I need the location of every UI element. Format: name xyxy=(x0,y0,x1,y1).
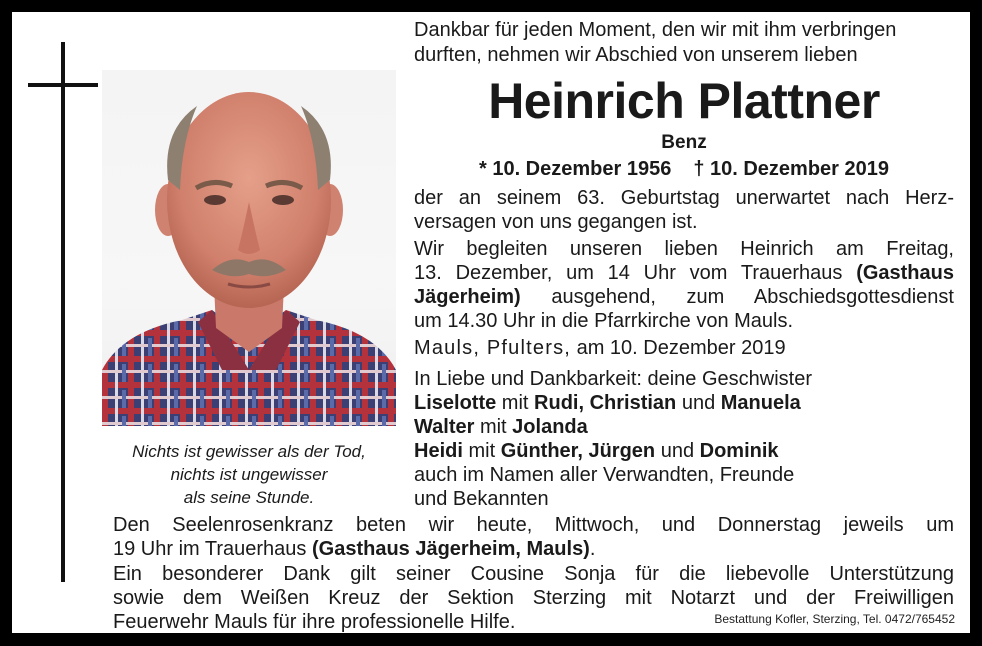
death-date: † 10. Dezember 2019 xyxy=(693,158,890,180)
mourners xyxy=(414,367,954,511)
quote-line: Nichts ist gewisser als der Tod, xyxy=(132,442,366,461)
bold-span: Jägerheim) xyxy=(414,286,521,308)
mourners-intro: In Liebe und Dankbarkeit: deine Geschwister xyxy=(414,368,813,390)
mourners-row xyxy=(414,391,954,415)
bold-span: (Gasthaus xyxy=(856,262,954,284)
text-line: Wir begleiten unseren lieben Heinrich am Freitag, xyxy=(414,238,954,260)
rosary-info xyxy=(113,513,954,561)
quote-line: als seine Stunde. xyxy=(183,488,315,507)
text-span: 13. Dezember, um 14 Uhr vom Trauerhaus xyxy=(414,262,857,284)
quote-line: nichts ist ungewisser xyxy=(170,465,328,484)
place-date xyxy=(414,336,954,360)
portrait-photo xyxy=(102,70,396,426)
intro-text xyxy=(414,18,954,68)
text-span: 19 Uhr im Trauerhaus xyxy=(113,538,312,560)
life-dates xyxy=(414,156,954,182)
mourners-row xyxy=(414,415,954,439)
bold-span: (Gasthaus Jägerheim, Mauls) xyxy=(311,538,590,560)
mourner: Manuela xyxy=(720,392,801,414)
connector: und xyxy=(676,392,721,414)
nickname: Benz xyxy=(661,132,707,153)
cross-icon xyxy=(61,42,65,582)
text-line xyxy=(414,261,954,285)
quote xyxy=(102,440,396,509)
text-line: Feuerwehr Mauls für ihre professionelle Hilfe. xyxy=(113,611,516,633)
text-line: um 14.30 Uhr in die Pfarrkirche von Mauls. xyxy=(414,310,794,332)
connector: mit xyxy=(474,416,513,438)
text-line: sowie dem Weißen Kreuz der Sektion Sterzing mit Notarzt und der Freiwilligen xyxy=(113,587,954,609)
funeral-info xyxy=(414,237,954,333)
text-line: auch im Namen aller Verwandten, Freunde xyxy=(414,464,795,486)
intro-line: Dankbar für jeden Moment, den wir mit ihm verbringen xyxy=(414,19,897,41)
text-line xyxy=(113,537,954,561)
death-notice xyxy=(414,186,954,234)
text-line xyxy=(414,285,954,309)
text-span: ausgehend, zum Abschiedsgottesdienst xyxy=(520,286,954,308)
date: am 10. Dezember 2019 xyxy=(571,337,786,359)
text-line xyxy=(414,336,954,360)
connector: mit xyxy=(496,392,535,414)
intro-line: durften, nehmen wir Abschied von unserem lieben xyxy=(414,44,858,66)
birth-date: * 10. Dezember 1956 xyxy=(478,158,672,180)
text-line: und Bekannten xyxy=(414,488,549,510)
mourners-row xyxy=(414,439,954,463)
mourner: Dominik xyxy=(699,440,779,462)
mourner: Liselotte xyxy=(414,392,497,414)
deceased-name: Heinrich Plattner xyxy=(488,73,880,129)
text-line: Den Seelenrosenkranz beten wir heute, Mittwoch, und Donnerstag jeweils um xyxy=(113,514,954,536)
mourner: Heidi xyxy=(414,440,463,462)
text-line: Ein besonderer Dank gilt seiner Cousine Sonja für die liebevolle Unterstützung xyxy=(113,563,954,585)
mourner: Günther, Jürgen xyxy=(500,440,656,462)
connector: und xyxy=(655,440,700,462)
mourner: Jolanda xyxy=(512,416,588,438)
mourner: Rudi, Christian xyxy=(534,392,677,414)
connector: mit xyxy=(462,440,501,462)
text-line: der an seinem 63. Geburtstag unerwartet nach Herz- xyxy=(414,187,954,209)
text-line: versagen von uns gegangen ist. xyxy=(414,211,698,233)
undertaker-credit: Bestattung Kofler, Sterzing, Tel. 0472/765452 xyxy=(714,612,955,626)
place: Mauls, Pfulters, xyxy=(414,337,572,359)
text-span: . xyxy=(589,538,596,560)
mourner: Walter xyxy=(414,416,475,438)
cross-icon-bar xyxy=(28,83,98,87)
